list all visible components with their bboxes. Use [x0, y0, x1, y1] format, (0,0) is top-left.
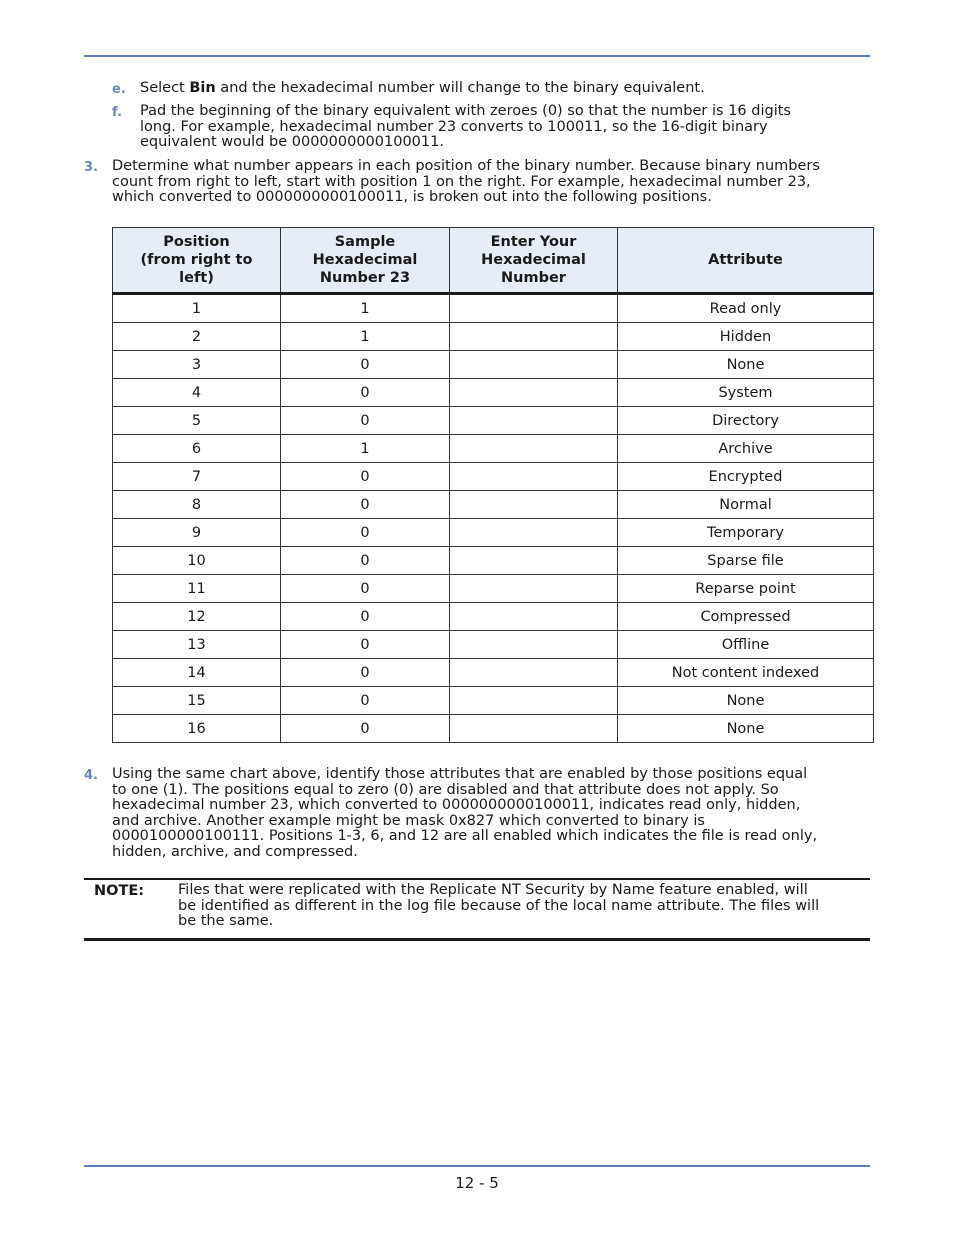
table-row — [113, 435, 874, 463]
table-row — [113, 323, 874, 351]
table-row — [113, 463, 874, 491]
table-row — [113, 659, 874, 687]
cell-position: 4 — [113, 379, 281, 407]
header-attribute: Attribute — [618, 228, 874, 294]
cell-enter-your-value — [450, 715, 618, 743]
cell-sample-value: 0 — [281, 519, 450, 547]
cell-position: 13 — [113, 631, 281, 659]
step-marker: 4. — [84, 768, 98, 783]
cell-sample-value: 0 — [281, 631, 450, 659]
cell-position: 11 — [113, 575, 281, 603]
cell-attribute: Temporary — [618, 519, 874, 547]
header-sample: Sample Hexadecimal Number 23 — [281, 228, 450, 294]
cell-position: 5 — [113, 407, 281, 435]
table-row — [113, 519, 874, 547]
cell-sample-value: 0 — [281, 547, 450, 575]
cell-position: 14 — [113, 659, 281, 687]
table-row — [113, 631, 874, 659]
header-position: Position (from right to left) — [113, 228, 281, 294]
cell-position: 7 — [113, 463, 281, 491]
cell-attribute: None — [618, 687, 874, 715]
table-body — [113, 294, 874, 743]
step-text: Using the same chart above, identify those attributes that are enabled by those positions equal to one (1). The positions equal to zero (0) are disabled and that attribute does not apply. So hexadecimal number 23, which converted to 0000000000100011, indicates read only, hidden, and archive. Another example might be mask 0x827 which converted to binary is 0000100000100111. Positions 1-3, 6, and 12 are all enabled which indicates the file is read only, hidden, archive, and compressed. — [112, 766, 818, 860]
cell-sample-value: 0 — [281, 351, 450, 379]
step-text: Select Bin and the hexadecimal number will change to the binary equivalent. — [140, 80, 705, 96]
attribute-position-table — [112, 227, 874, 743]
cell-enter-your-value — [450, 323, 618, 351]
table-row — [113, 379, 874, 407]
cell-attribute: Offline — [618, 631, 874, 659]
cell-position: 6 — [113, 435, 281, 463]
cell-position: 16 — [113, 715, 281, 743]
table-header-row — [113, 228, 874, 294]
cell-sample-value: 0 — [281, 379, 450, 407]
cell-sample-value: 1 — [281, 294, 450, 323]
cell-sample-value: 0 — [281, 659, 450, 687]
cell-attribute: None — [618, 351, 874, 379]
cell-enter-your-value — [450, 519, 618, 547]
step-marker: 3. — [84, 160, 98, 175]
cell-sample-value: 0 — [281, 463, 450, 491]
cell-sample-value: 0 — [281, 715, 450, 743]
cell-sample-value: 0 — [281, 575, 450, 603]
cell-position: 10 — [113, 547, 281, 575]
table-row — [113, 687, 874, 715]
cell-attribute: Normal — [618, 491, 874, 519]
cell-enter-your-value — [450, 603, 618, 631]
table-row — [113, 603, 874, 631]
cell-sample-value: 1 — [281, 435, 450, 463]
cell-attribute: Reparse point — [618, 575, 874, 603]
table-row — [113, 407, 874, 435]
cell-attribute: System — [618, 379, 874, 407]
cell-attribute: Read only — [618, 294, 874, 323]
header-rule — [84, 55, 870, 57]
cell-enter-your-value — [450, 547, 618, 575]
step-marker: f. — [112, 105, 122, 120]
cell-enter-your-value — [450, 491, 618, 519]
cell-enter-your-value — [450, 659, 618, 687]
bin-keyword: Bin — [189, 80, 216, 96]
cell-position: 3 — [113, 351, 281, 379]
cell-attribute: None — [618, 715, 874, 743]
footer-rule — [84, 1165, 870, 1167]
step-text: Pad the beginning of the binary equivalent with zeroes (0) so that the number is 16 digits long. For example, hexadecimal number 23 converts to 100011, so the 16-digit binary equivalent would be 0000000000100011. — [140, 103, 791, 150]
cell-enter-your-value — [450, 351, 618, 379]
cell-position: 2 — [113, 323, 281, 351]
cell-enter-your-value — [450, 463, 618, 491]
table-row — [113, 715, 874, 743]
cell-attribute: Encrypted — [618, 463, 874, 491]
note-text: Files that were replicated with the Replicate NT Security by Name feature enabled, will be identified as different in the log file because of the local name attribute. The files will be the same. — [178, 882, 820, 929]
cell-enter-your-value — [450, 407, 618, 435]
table-row — [113, 351, 874, 379]
cell-attribute: Directory — [618, 407, 874, 435]
cell-enter-your-value — [450, 435, 618, 463]
cell-attribute: Not content indexed — [618, 659, 874, 687]
table-row — [113, 547, 874, 575]
cell-sample-value: 0 — [281, 491, 450, 519]
cell-attribute: Archive — [618, 435, 874, 463]
cell-sample-value: 0 — [281, 407, 450, 435]
cell-position: 1 — [113, 294, 281, 323]
table-row — [113, 294, 874, 323]
cell-position: 12 — [113, 603, 281, 631]
cell-position: 15 — [113, 687, 281, 715]
cell-sample-value: 1 — [281, 323, 450, 351]
step-text: Determine what number appears in each position of the binary number. Because binary numbers count from right to left, start with position 1 on the right. For example, hexadecimal number 23, which converted to 0000000000100011, is broken out into the following positions. — [112, 158, 820, 205]
cell-enter-your-value — [450, 631, 618, 659]
cell-enter-your-value — [450, 379, 618, 407]
step-marker: e. — [112, 82, 126, 97]
cell-sample-value: 0 — [281, 687, 450, 715]
cell-enter-your-value — [450, 575, 618, 603]
cell-attribute: Hidden — [618, 323, 874, 351]
cell-attribute: Sparse file — [618, 547, 874, 575]
table-row — [113, 491, 874, 519]
cell-position: 9 — [113, 519, 281, 547]
cell-attribute: Compressed — [618, 603, 874, 631]
cell-sample-value: 0 — [281, 603, 450, 631]
header-enter-your: Enter Your Hexadecimal Number — [450, 228, 618, 294]
note-box — [84, 878, 870, 941]
cell-enter-your-value — [450, 687, 618, 715]
page-number: 12 - 5 — [455, 1174, 499, 1192]
note-label: NOTE: — [94, 883, 145, 899]
cell-enter-your-value — [450, 294, 618, 323]
cell-position: 8 — [113, 491, 281, 519]
table-row — [113, 575, 874, 603]
